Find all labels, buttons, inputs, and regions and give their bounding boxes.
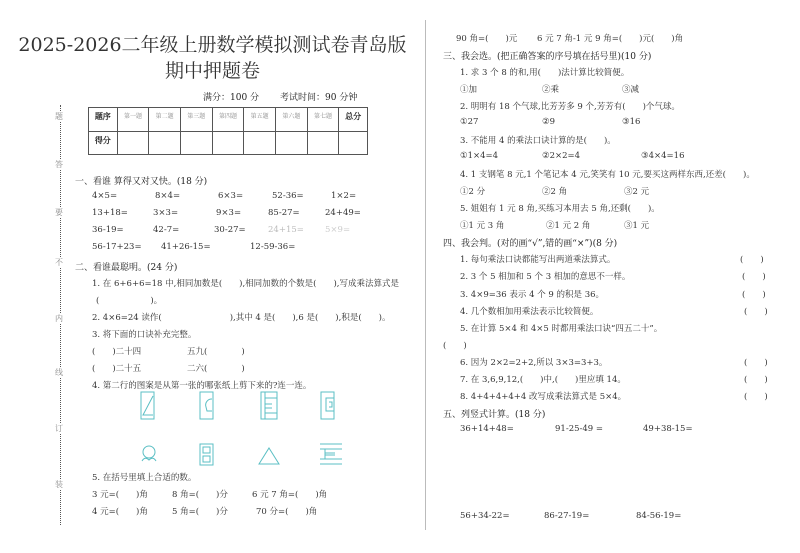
fill-blank: 90 角=( )元 (456, 34, 518, 44)
vertical-calc-problem: 91-25-49 = (555, 424, 604, 434)
question-2-2: 2. 4×6=24 读作( ),其中 4 是( ),6 是( ),积是( )。 (92, 313, 391, 323)
option: ③16 (622, 117, 641, 127)
margin-char: 题 (55, 112, 63, 121)
margin-char: 不 (55, 258, 63, 267)
problem: 36-19= (92, 225, 124, 235)
problem: 13+18= (92, 208, 128, 218)
judge-item: 2. 3 个 5 相加和 5 个 3 相加的意思不一样。 (460, 272, 631, 282)
question-3-4: 4. 1 支钢笔 8 元,1 个笔记本 4 元,笑笑有 10 元,要买这两样东西,还差( )。 (460, 170, 755, 180)
score-cell[interactable] (275, 131, 307, 155)
section3-heading: 三、我会选。(把正确答案的序号填在括号里)(10 分) (443, 52, 652, 62)
page-subtitle: 期中押题卷 (164, 60, 260, 82)
problem: 6×3= (218, 191, 244, 201)
option: ③1 元 (624, 221, 650, 231)
option: ②2×2=4 (542, 151, 581, 161)
question-3-2: 2. 明明有 18 个气球,比芳芳多 9 个,芳芳有( )个气球。 (460, 102, 680, 112)
paper-flower-cut-icon[interactable] (199, 391, 215, 421)
score-header: 总分 (339, 108, 368, 132)
margin-char: 要 (55, 208, 63, 217)
vertical-calc-problem: 56+34-22= (460, 511, 510, 521)
section2-heading: 二、看谁最聪明。(24 分) (75, 263, 178, 273)
problem: 85-27= (268, 208, 300, 218)
answer-paren[interactable]: ( ) (744, 307, 768, 317)
judge-item: 6. 因为 2×2=2+2,所以 3×3=3+3。 (460, 358, 608, 368)
option: ②1 元 2 角 (546, 221, 591, 231)
problem: 56-17+23= (92, 242, 142, 252)
option: ③减 (622, 85, 640, 95)
fill-blank: 8 角=( )分 (172, 490, 228, 500)
problem: 24+49= (325, 208, 361, 218)
margin-char: 线 (55, 368, 63, 377)
fill-blank: 70 分=( )角 (256, 507, 318, 517)
score-row-label: 得分 (89, 131, 118, 155)
problem: 1×2= (331, 191, 357, 201)
score-cell[interactable] (244, 131, 276, 155)
page-title: 2025-2026二年级上册数学模拟测试卷青岛版 (18, 34, 407, 56)
exam-time: 考试时间：90 分钟 (280, 93, 358, 103)
question-3-3: 3. 不能用 4 的乘法口诀计算的是( )。 (460, 136, 616, 146)
option: ①1 元 3 角 (460, 221, 505, 231)
problem: 41+26-15= (161, 242, 211, 252)
judge-item: 7. 在 3,6,9,12,( )中,( )里应填 14。 (460, 375, 626, 385)
fill-blank: 二六( ) (187, 364, 245, 374)
margin-char: 装 (55, 480, 63, 489)
comb-shape-icon[interactable] (319, 442, 343, 466)
score-header: 第一题 (117, 108, 149, 132)
vertical-calc-problem: 36+14+48= (460, 424, 514, 434)
score-cell[interactable] (212, 131, 244, 155)
triangle-shape-icon[interactable] (258, 447, 280, 465)
option: ③4×4=16 (641, 151, 685, 161)
vertical-calc-problem: 49+38-15= (643, 424, 693, 434)
option: ①1×4=4 (460, 151, 499, 161)
fill-blank: ( )二十四 (92, 347, 142, 357)
problem: 52-36= (272, 191, 304, 201)
judge-item: 5. 在计算 5×4 和 4×5 时都用乘法口诀“四五二十”。 (460, 324, 663, 334)
paper-comb-cut-icon[interactable] (260, 391, 278, 421)
question-2-5: 5. 在括号里填上合适的数。 (92, 473, 197, 483)
judge-item: 4. 几个数相加用乘法表示比较简便。 (460, 307, 599, 317)
fill-blank: 4 元=( )角 (92, 507, 148, 517)
problem: 30-27= (214, 225, 246, 235)
fill-blank: 6 元 7 角=( )角 (252, 490, 328, 500)
question-2-4: 4. 第二行的图案是从第一张的哪张纸上剪下来的?连一连。 (92, 381, 312, 391)
answer-paren[interactable]: ( ) (744, 358, 768, 368)
option: ①2 分 (460, 187, 486, 197)
option: ②2 角 (542, 187, 568, 197)
judge-item: 3. 4×9=36 表示 4 个 9 的积是 36。 (460, 290, 605, 300)
answer-paren[interactable]: ( ) (742, 272, 766, 282)
full-score: 满分：100 分 (203, 93, 260, 103)
score-cell[interactable] (117, 131, 149, 155)
paper-square-cut-icon[interactable] (320, 391, 336, 421)
problem: 5×9= (325, 225, 351, 235)
fill-blank: 5 角=( )分 (172, 507, 228, 517)
margin-char: 订 (55, 424, 63, 433)
vertical-calc-problem: 84-56-19= (636, 511, 682, 521)
margin-char: 内 (55, 314, 63, 323)
problem: 8×4= (155, 191, 181, 201)
score-cell[interactable] (180, 131, 212, 155)
question-2-1-cont: ( )。 (96, 296, 163, 306)
score-cell[interactable] (339, 131, 368, 155)
answer-paren[interactable]: ( ) (742, 290, 766, 300)
fill-blank: 6 元 7 角-1 元 9 角=( )元( )角 (537, 34, 684, 44)
fill-blank: ( )二十五 (92, 364, 142, 374)
section5-heading: 五、列竖式计算。(18 分) (443, 410, 546, 420)
fill-blank: 五九( ) (187, 347, 245, 357)
flower-shape-icon[interactable] (140, 444, 158, 464)
problem: 24+15= (268, 225, 304, 235)
question-3-5: 5. 姐姐有 1 元 8 角,买练习本用去 5 角,还剩( )。 (460, 204, 660, 214)
score-header: 第五题 (244, 108, 276, 132)
problem: 42-7= (153, 225, 180, 235)
answer-paren[interactable]: ( ) (744, 375, 768, 385)
section1-heading: 一、看谁 算得又对又快。(18 分) (75, 177, 208, 187)
score-table (88, 107, 368, 155)
question-2-1: 1. 在 6+6+6=18 中,相同加数是( ),相同加数的个数是( ),写成乘法算式是 (92, 279, 399, 289)
section4-heading: 四、我会判。(对的画“√”,错的画“×”)(8 分) (443, 239, 618, 249)
score-cell[interactable] (149, 131, 181, 155)
score-header: 第四题 (212, 108, 244, 132)
problem: 3×3= (153, 208, 179, 218)
score-header: 第七题 (307, 108, 339, 132)
option: ②9 (542, 117, 556, 127)
fill-blank: 3 元=( )角 (92, 490, 148, 500)
judge-item: 8. 4+4+4+4+4 改写成乘法算式是 5×4。 (460, 392, 627, 402)
column-divider (425, 20, 426, 530)
answer-paren[interactable]: ( ) (740, 255, 764, 265)
problem: 4×5= (92, 191, 118, 201)
option: ①加 (460, 85, 478, 95)
question-2-3: 3. 将下面的口诀补充完整。 (92, 330, 197, 340)
option: ③2 元 (624, 187, 650, 197)
vertical-calc-problem: 86-27-19= (544, 511, 590, 521)
question-3-1: 1. 求 3 个 8 的和,用( )法计算比较简便。 (460, 68, 630, 78)
option: ②乘 (542, 85, 560, 95)
score-cell[interactable] (307, 131, 339, 155)
judge-item: 1. 每句乘法口诀都能写出两道乘法算式。 (460, 255, 616, 265)
double-square-shape-icon[interactable] (199, 443, 215, 467)
score-header: 题序 (89, 108, 118, 132)
answer-paren[interactable]: ( ) (744, 392, 768, 402)
option: ①27 (460, 117, 479, 127)
problem: 9×3= (216, 208, 242, 218)
margin-char: 答 (55, 160, 63, 169)
problem: 12-59-36= (250, 242, 296, 252)
score-header: 第三题 (180, 108, 212, 132)
score-header: 第六题 (275, 108, 307, 132)
score-header: 第二题 (149, 108, 181, 132)
paper-triangle-cut-icon[interactable] (140, 391, 156, 421)
answer-paren[interactable]: ( ) (443, 341, 467, 351)
